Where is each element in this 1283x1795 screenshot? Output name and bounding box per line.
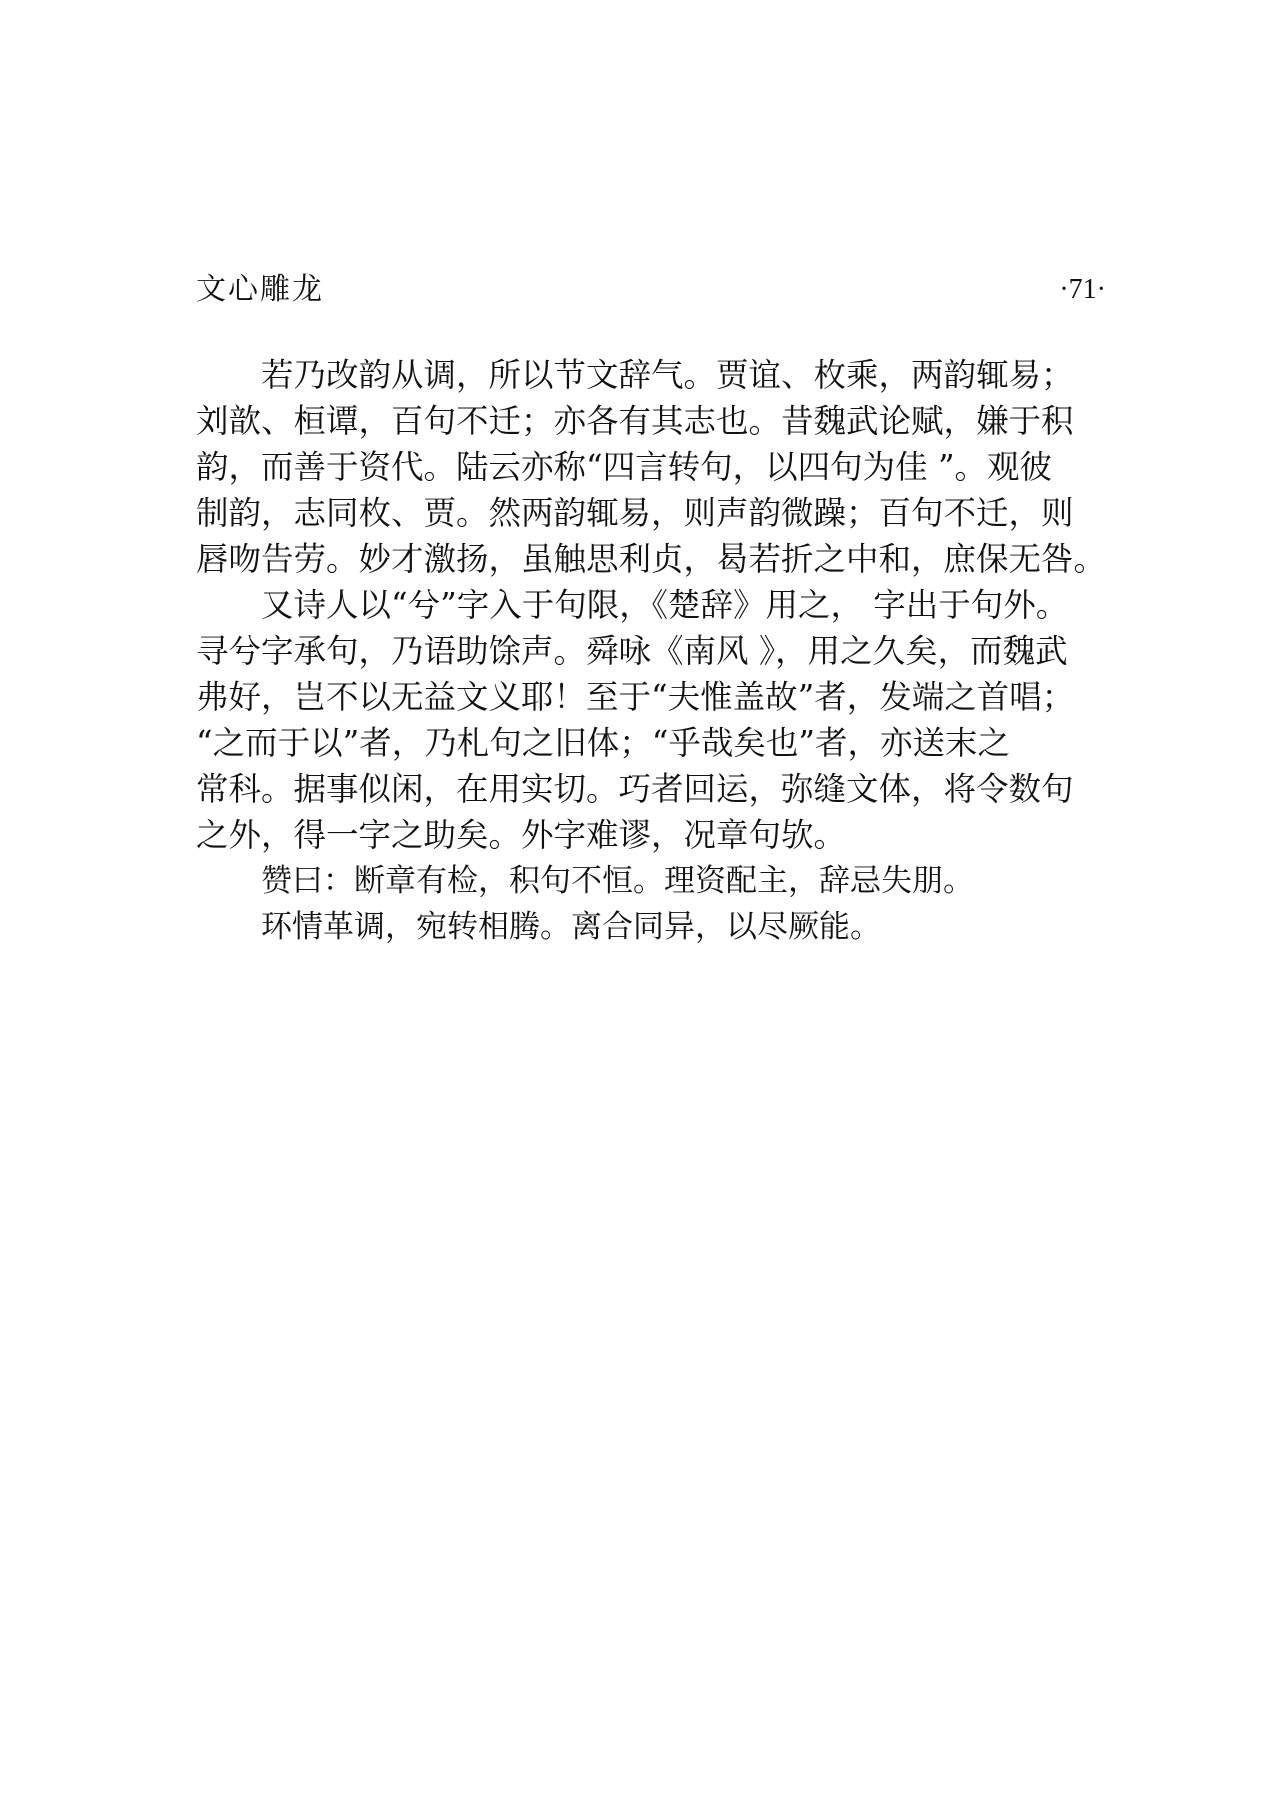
book-title: 文心雕龙 <box>196 272 324 307</box>
page-number: ·71· <box>1059 274 1106 305</box>
paragraph-line: 弗好，岂不以无益文义耶！至于“夫惟盖故”者，发端之首唱； <box>196 678 1075 716</box>
verse-line: 环情革调，宛转相腾。离合同异，以尽厥能。 <box>261 909 881 945</box>
paragraph-line: 唇吻告劳。妙才激扬，虽触思利贞，曷若折之中和，庶保无咎。 <box>196 540 1107 578</box>
body-text <box>196 352 1116 950</box>
paragraph-line: 制韵，志同枚、贾。然两韵辄易，则声韵微躁；百句不迁，则 <box>196 494 1074 532</box>
paragraph-line: 寻兮字承句，乃语助馀声。舜咏《南风 》，用之久矣，而魏武 <box>196 632 1068 670</box>
paragraph-line: “之而于以”者，乃札句之旧体；“乎哉矣也”者，亦送末之 <box>196 724 1010 762</box>
paragraph-line: 韵，而善于资代。陆云亦称“四言转句，以四句为佳 ”。观彼 <box>196 448 1053 486</box>
paragraph-line: 又诗人以“兮”字入于句限，《楚辞》用之， 字出于句外。 <box>261 586 1069 624</box>
paragraph-line: 刘歆、桓谭，百句不迁；亦各有其志也。昔魏武论赋，嫌于积 <box>196 402 1074 440</box>
verse-line: 赞曰：断章有检，积句不恒。理资配主，辞忌失朋。 <box>261 863 974 899</box>
paragraph-line: 之外，得一字之助矣。外字难谬，况章句欤。 <box>196 816 847 854</box>
paragraph-line: 若乃改韵从调，所以节文辞气。贾谊、枚乘，两韵辄易； <box>261 356 1074 394</box>
paragraph-line: 常科。据事似闲，在用实切。巧者回运，弥缝文体，将令数句 <box>196 770 1074 808</box>
running-header <box>196 270 1106 310</box>
